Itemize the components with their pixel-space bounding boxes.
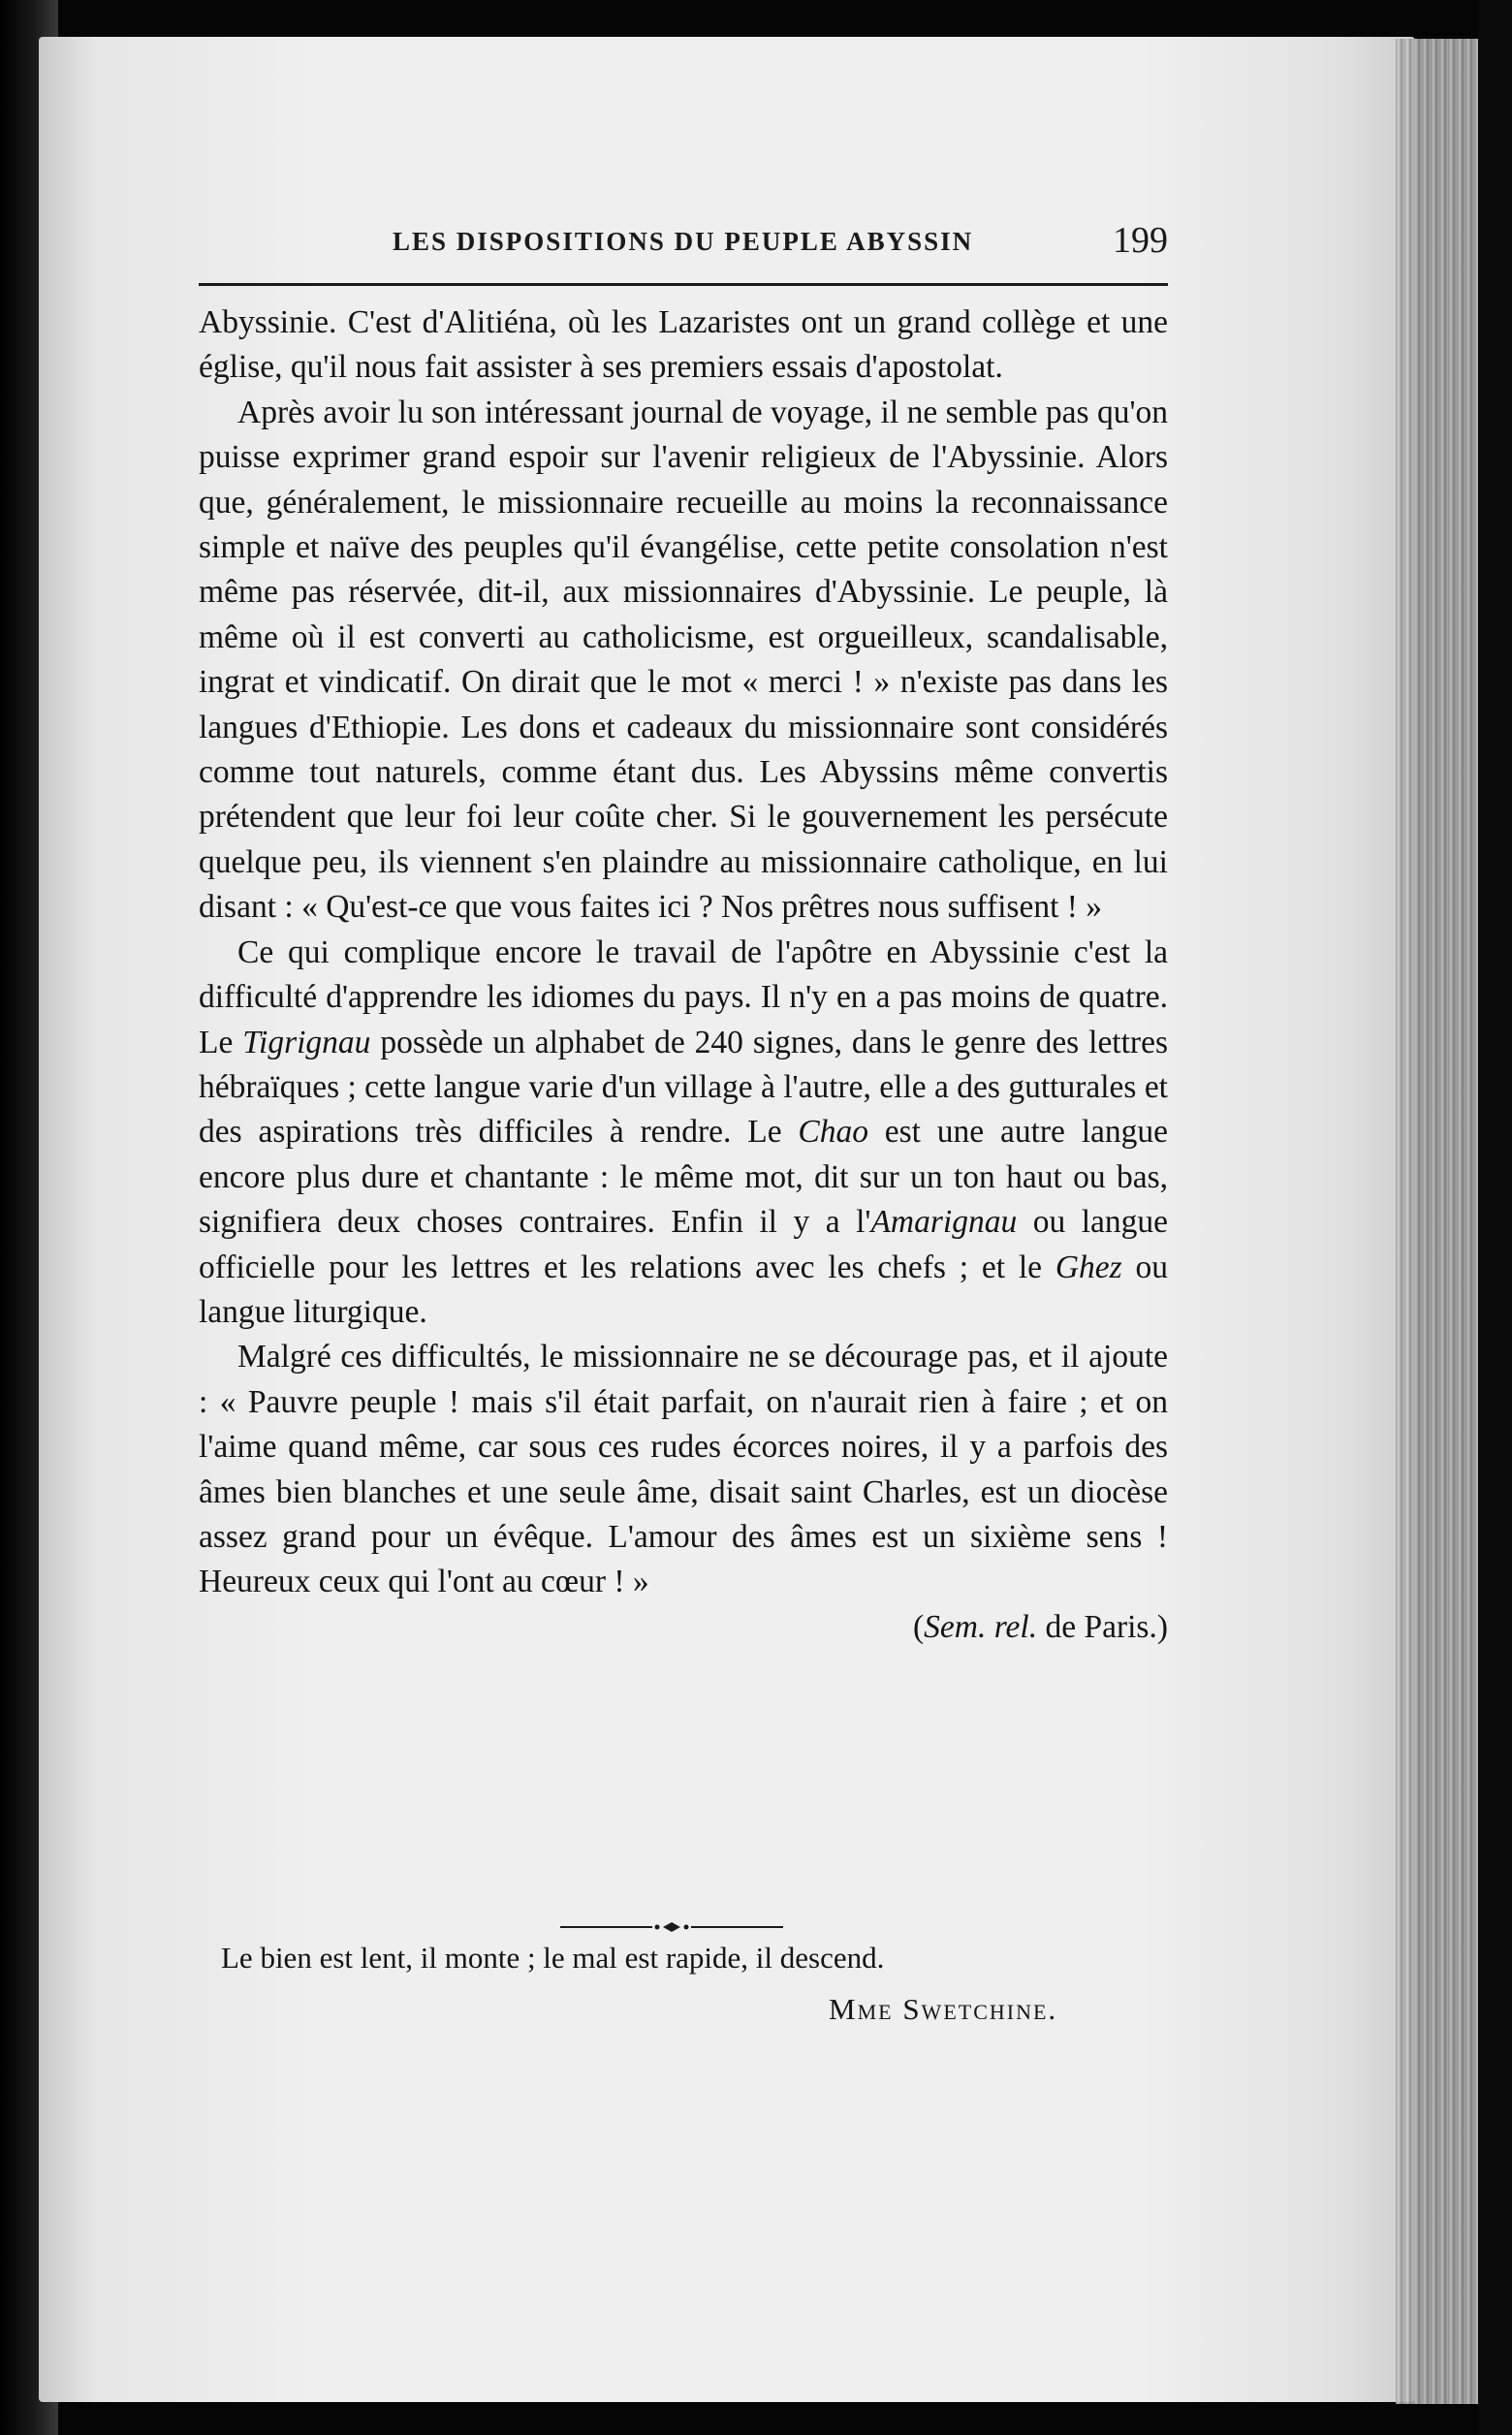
page-number: 199 <box>1113 220 1168 261</box>
paragraph-4: Malgré ces difficultés, le missionnaire ne se décourage pas, et il ajoute : « Pauvre peuple ! mais s'il était parfait, on n'aurait rien à faire ; et on l'aime quand même, car sous ces rudes écorces noires, il y a parfois des âmes bien blanches et une seule âme, disait saint Charles, est un diocèse assez grand pour un évêque. L'amour des âmes est un sixième sens ! Heureux ceux qui l'ont au cœur ! » <box>199 1339 1168 1600</box>
source-abbr-rel: rel. <box>993 1608 1038 1645</box>
paragraph-3-part4: ou langue officielle pour les lettres et les relations avec les chefs ; et le <box>199 1204 1168 1285</box>
running-header <box>199 220 1168 293</box>
scan-right-margin <box>1478 0 1512 2435</box>
source-open: ( <box>913 1608 925 1645</box>
epigraph-author: Mme Swetchine. <box>829 1992 1058 2026</box>
ornament-divider-icon <box>560 1919 783 1935</box>
source-citation <box>199 1605 1168 1650</box>
language-amarignau: Amarignau <box>870 1204 1018 1241</box>
source-rest: de Paris.) <box>1037 1608 1168 1645</box>
header-rule <box>199 283 1168 286</box>
language-tigrignau: Tigrignau <box>242 1024 371 1060</box>
paragraph-3-part5: ou langue liturgique. <box>199 1249 1169 1330</box>
source-abbr-sem: Sem. <box>924 1608 987 1645</box>
header-title: LES DISPOSITIONS DU PEUPLE ABYSSIN <box>393 227 974 256</box>
page-edges <box>1396 39 1483 2404</box>
paragraph-3-part2: possède un alphabet de 240 signes, dans le genre des lettres hébraïques ; cette langue varie d'un village à l'autre, elle a des gutturales et des aspirations très difficiles à rendre. Le <box>199 1024 1168 1151</box>
paragraph-2: Après avoir lu son intéressant journal de voyage, il ne semble pas qu'on puisse exprimer grand espoir sur l'avenir religieux de l'Abyssinie. Alors que, généralement, le missionnaire recueille au moins la reconnaissance simple et naïve des peuples qu'il évangélise, cette petite consolation n'est même pas réservée, dit-il, aux missionnaires d'Abyssinie. Le peuple, là même où il est converti au catholicisme, est orgueilleux, scandalisable, ingrat et vindicatif. On dirait que le mot « merci ! » n'existe pas dans les langues d'Ethiopie. Les dons et cadeaux du missionnaire sont considérés comme tout naturels, comme étant dus. Les Abyssins même convertis prétendent que leur foi leur coûte cher. Si le gouvernement les persécute quelque peu, ils viennent s'en plaindre au missionnaire catholique, en lui disant : « Qu'est-ce que vous faites ici ? Nos prêtres nous suffisent ! » <box>199 394 1168 926</box>
paragraph-1: Abyssinie. C'est d'Alitiéna, où les Lazaristes ont un grand collège et une église, qu'il nous fait assister à ses premiers essais d'apostolat. <box>199 304 1168 386</box>
paragraph-3-part1: Ce qui complique encore le travail de l'apôtre en Abyssinie c'est la difficulté d'apprendre les idiomes du pays. Il n'y en a pas moins de quatre. Le <box>199 933 1168 1060</box>
body-text <box>199 300 1168 1650</box>
language-chao: Chao <box>798 1114 868 1151</box>
language-ghez: Ghez <box>1055 1249 1122 1285</box>
paragraph-3 <box>199 931 1168 1336</box>
paragraph-3-part3: est une autre langue encore plus dure et chantante : le même mot, dit sur un ton haut ou bas, signifiera deux choses contraires. Enfin il y a l' <box>199 1114 1169 1241</box>
epigraph-quote: Le bien est lent, il monte ; le mal est rapide, il descend. <box>221 1941 885 1975</box>
